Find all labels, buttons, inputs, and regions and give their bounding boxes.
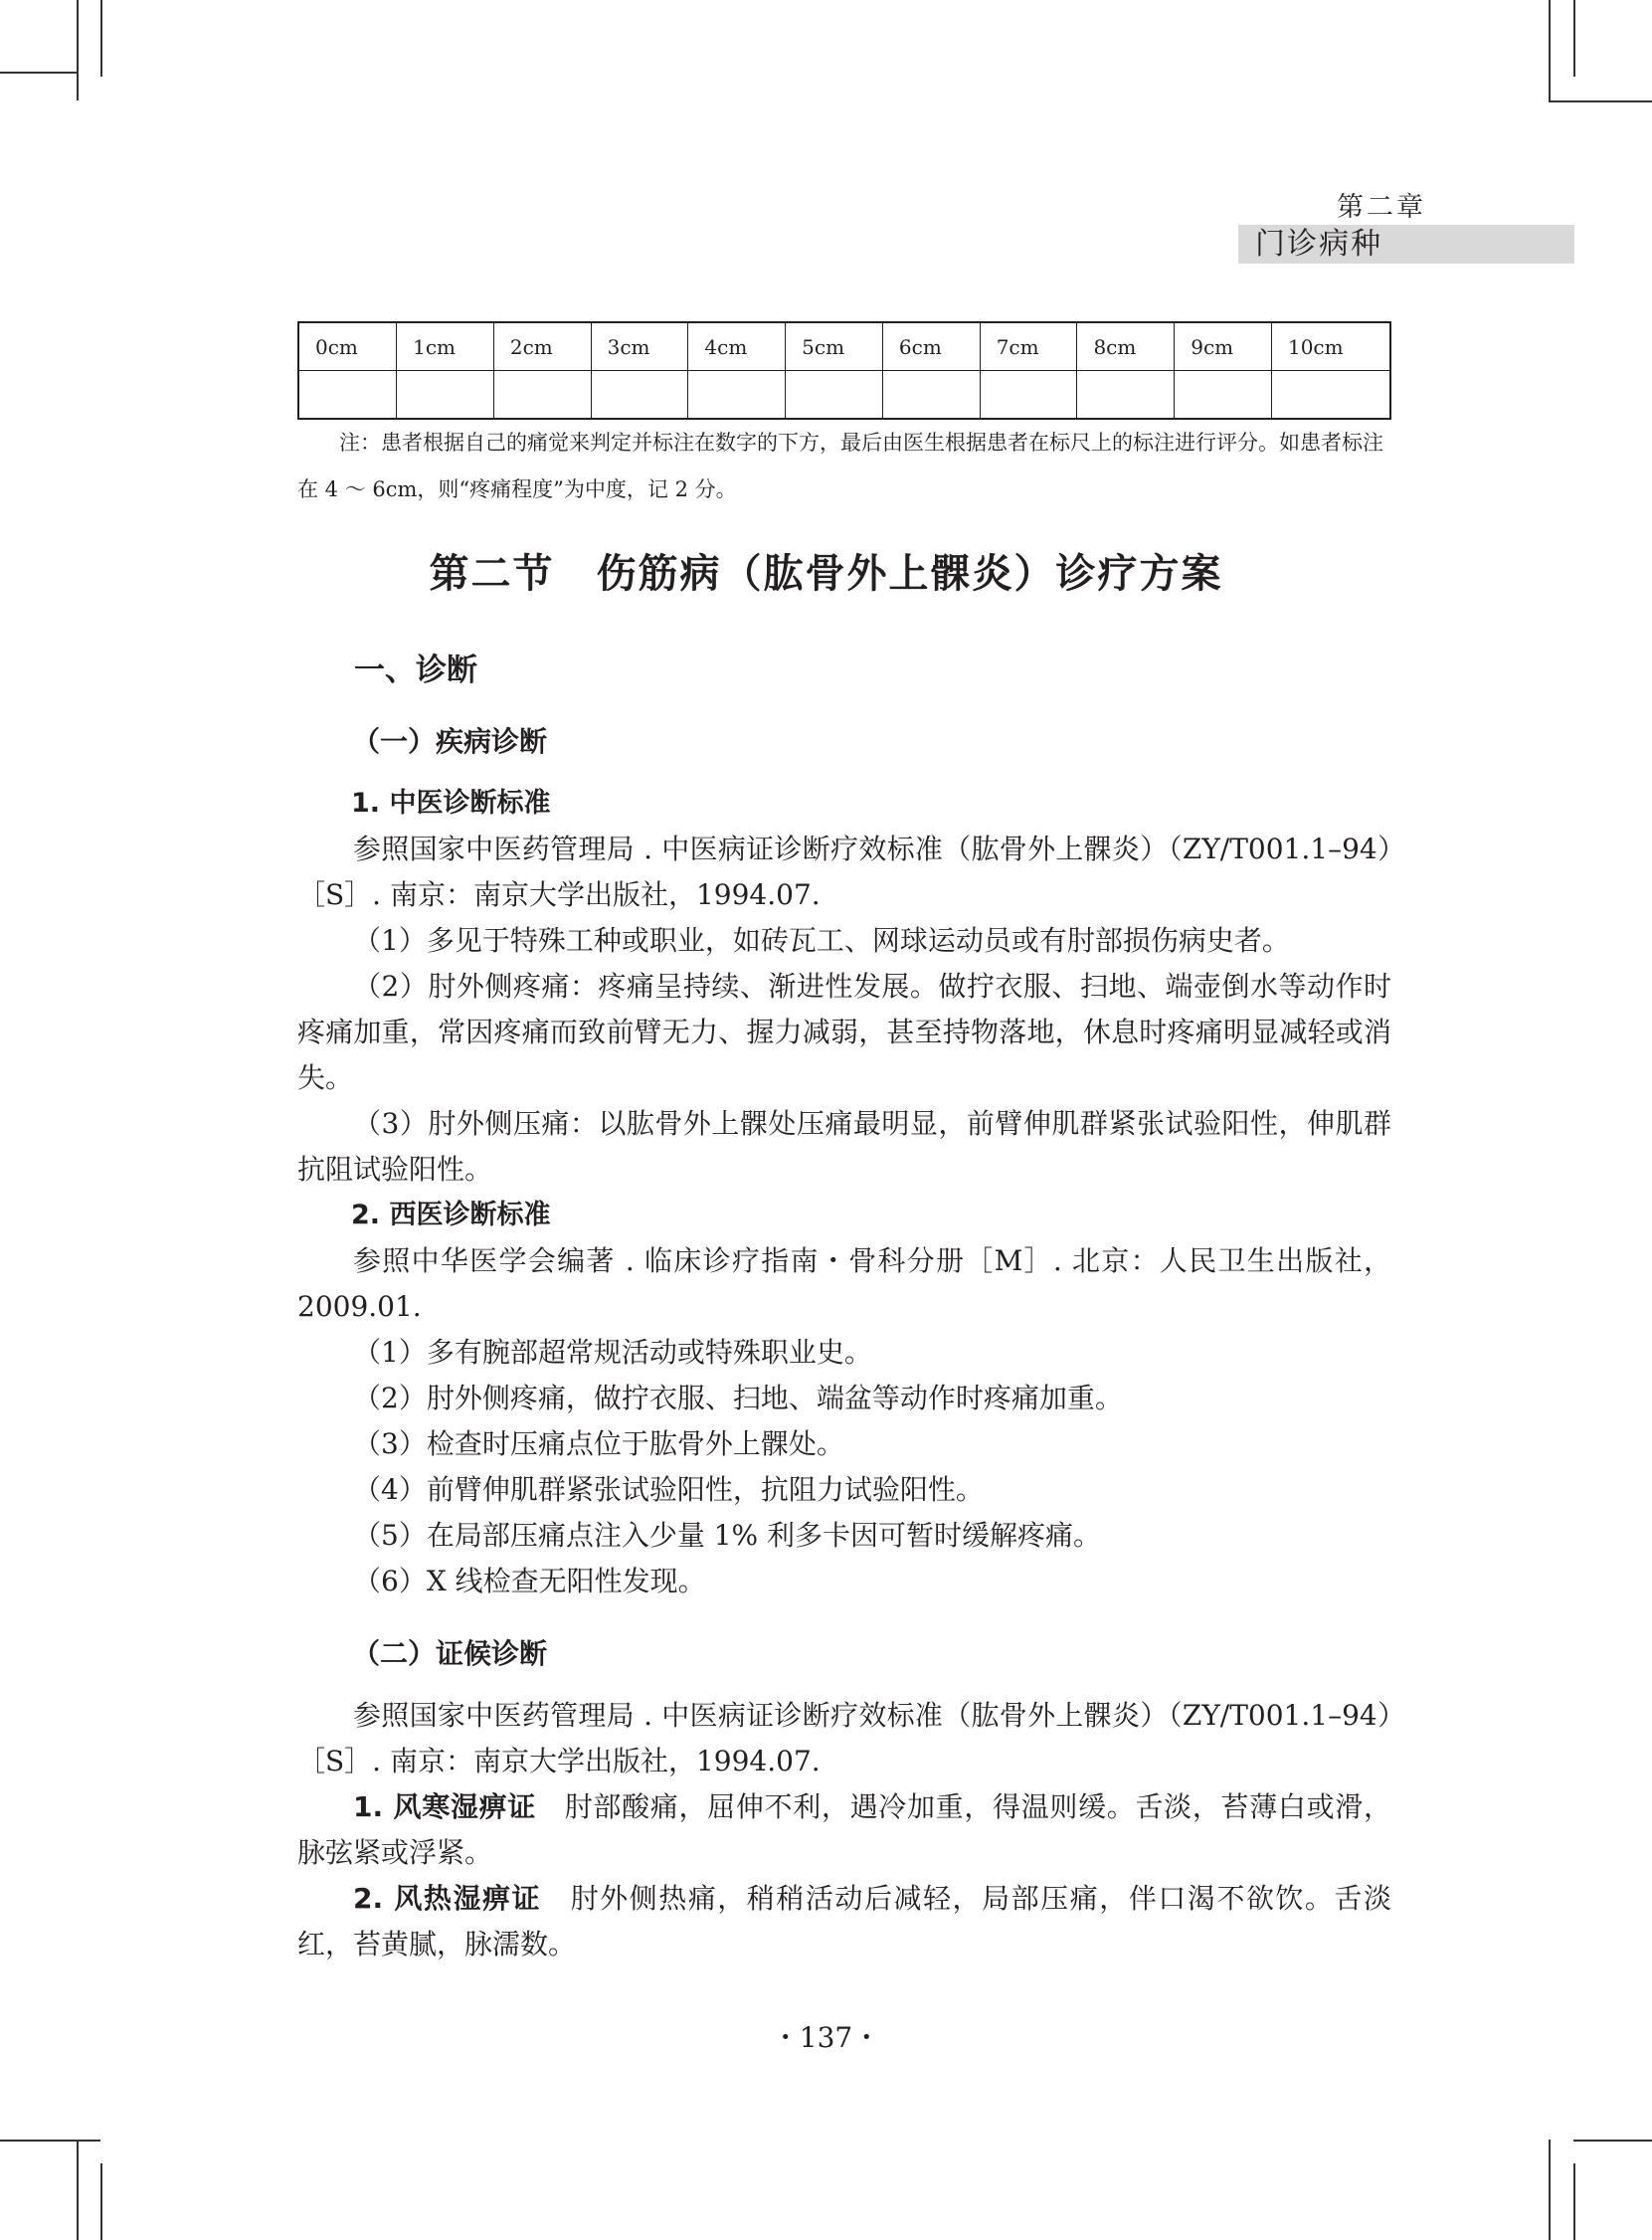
crop-mark xyxy=(0,72,77,74)
crop-mark xyxy=(1549,2140,1551,2240)
crop-mark xyxy=(0,2140,100,2142)
scale-cell: 4cm xyxy=(688,322,786,371)
syndrome-diagnosis-body xyxy=(297,1693,1391,1967)
empty-cell xyxy=(397,371,494,420)
syndrome-text: 肘外侧热痛，稍稍活动后减轻，局部压痛，伴口渴不欲饮。舌淡红，苔黄腻，脉濡数。 xyxy=(297,1882,1391,1960)
chapter-number: 第二章 xyxy=(1337,192,1426,223)
table-empty-row xyxy=(298,371,1390,420)
empty-cell xyxy=(980,371,1077,420)
crop-mark xyxy=(100,0,102,77)
pain-scale-table xyxy=(297,321,1391,420)
tcm-item: （1）多见于特殊工种或职业，如砖瓦工、网球运动员或有肘部损伤病史者。 xyxy=(353,924,1290,957)
crop-mark xyxy=(77,2140,79,2240)
crop-mark xyxy=(1573,2140,1652,2142)
empty-cell xyxy=(786,371,883,420)
wm-item: （1）多有腕部超常规活动或特殊职业史。 xyxy=(353,1336,872,1369)
scale-cell: 6cm xyxy=(882,322,980,371)
page-number: ・137・ xyxy=(771,2021,881,2054)
scale-cell: 2cm xyxy=(493,322,591,371)
heading-syndrome-diagnosis: （二）证候诊断 xyxy=(352,1637,548,1670)
syndrome-item xyxy=(297,1876,1391,1967)
crop-mark xyxy=(1549,100,1652,102)
syndrome-item xyxy=(297,1784,1391,1876)
tcm-item: （2）肘外侧疼痛：疼痛呈持续、渐进性发展。做拧衣服、扫地、端壶倒水等动作时疼痛加重，常因疼痛而致前臂无力、握力减弱，甚至持物落地，休息时疼痛明显减轻或消失。 xyxy=(297,970,1391,1094)
empty-cell xyxy=(688,371,786,420)
wm-item: （6）X 线检查无阳性发现。 xyxy=(353,1565,706,1597)
empty-cell xyxy=(882,371,980,420)
wm-standard-title: 2. 西医诊断标准 xyxy=(351,1200,551,1230)
syndrome-title: 2. 风热湿痹证 xyxy=(353,1882,542,1915)
scale-cell: 10cm xyxy=(1271,322,1390,371)
empty-cell xyxy=(493,371,591,420)
scale-cell: 3cm xyxy=(591,322,688,371)
wm-item: （2）肘外侧疼痛，做拧衣服、扫地、端盆等动作时疼痛加重。 xyxy=(353,1382,1123,1414)
syndrome-title: 1. 风寒湿痹证 xyxy=(353,1790,537,1823)
disease-diagnosis-body xyxy=(297,781,1391,1604)
syndrome-reference: 参照国家中医药管理局 . 中医病证诊断疗效标准（肱骨外上髁炎）（ZY/T001.1–94）［S］. 南京：南京大学出版社，1994.07. xyxy=(297,1699,1391,1777)
wm-reference: 参照中华医学会编著 . 临床诊疗指南・骨科分册［M］. 北京：人民卫生出版社，2009.01. xyxy=(297,1244,1391,1323)
chapter-name: 门诊病种 xyxy=(1255,227,1382,262)
empty-cell xyxy=(1077,371,1175,420)
syndrome-text: 肘部酸痛，屈伸不利，遇冷加重，得温则缓。舌淡，苔薄白或滑，脉弦紧或浮紧。 xyxy=(297,1790,1391,1869)
wm-item: （5）在局部压痛点注入少量 1% 利多卡因可暂时缓解疼痛。 xyxy=(353,1519,1102,1552)
empty-cell xyxy=(1271,371,1390,420)
scale-cell: 1cm xyxy=(397,322,494,371)
scale-cell: 0cm xyxy=(298,322,397,371)
crop-mark xyxy=(100,2163,102,2240)
table-header-row xyxy=(298,322,1390,371)
empty-cell xyxy=(298,371,397,420)
crop-mark xyxy=(77,0,79,100)
heading-disease-diagnosis: （一）疾病诊断 xyxy=(352,725,548,758)
scale-cell: 5cm xyxy=(786,322,883,371)
tcm-reference: 参照国家中医药管理局 . 中医病证诊断疗效标准（肱骨外上髁炎）（ZY/T001.1–94）［S］. 南京：南京大学出版社，1994.07. xyxy=(297,833,1391,911)
crop-mark xyxy=(1573,2163,1575,2240)
tcm-item: （3）肘外侧压痛：以肱骨外上髁处压痛最明显，前臂伸肌群紧张试验阳性，伸肌群抗阻试验阳性。 xyxy=(297,1107,1391,1186)
wm-item: （4）前臂伸肌群紧张试验阳性，抗阻力试验阳性。 xyxy=(353,1473,984,1506)
empty-cell xyxy=(591,371,688,420)
heading-diagnosis: 一、诊断 xyxy=(354,653,477,688)
tcm-standard-title: 1. 中医诊断标准 xyxy=(351,788,551,819)
section-title: 第二节 伤筋病（肱骨外上髁炎）诊疗方案 xyxy=(429,550,1223,597)
crop-mark xyxy=(1549,0,1551,100)
table-note: 注：患者根据自己的痛觉来判定并标注在数字的下方，最后由医生根据患者在标尺上的标注进行评分。如患者标注在 4 ～ 6cm，则“疼痛程度”为中度，记 2 分。 xyxy=(297,431,1383,501)
scale-cell: 9cm xyxy=(1175,322,1272,371)
empty-cell xyxy=(1175,371,1272,420)
scale-cell: 7cm xyxy=(980,322,1077,371)
scale-cell: 8cm xyxy=(1077,322,1175,371)
wm-item: （3）检查时压痛点位于肱骨外上髁处。 xyxy=(353,1427,844,1460)
crop-mark xyxy=(1573,0,1575,77)
